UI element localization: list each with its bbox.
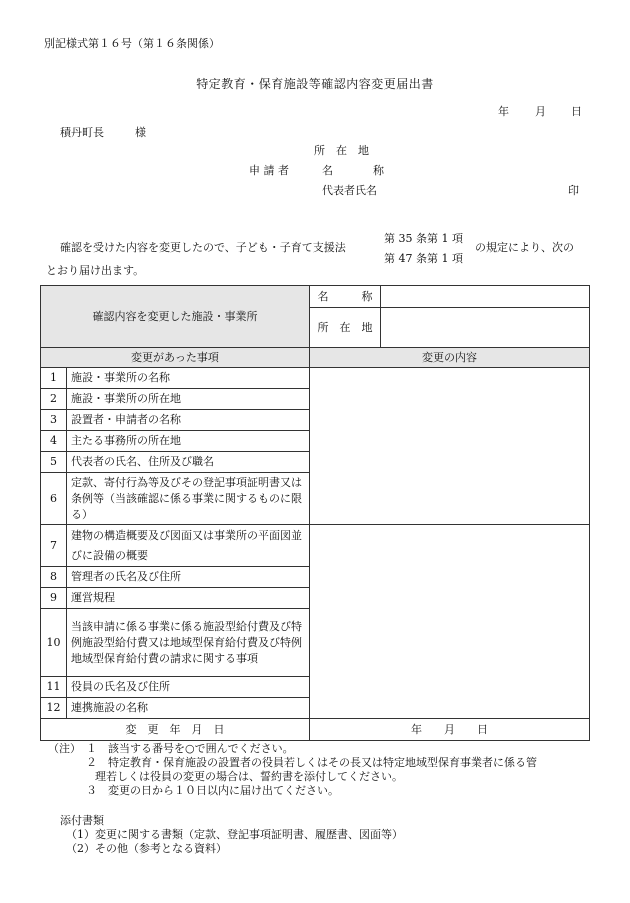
attachment-1: （1）変更に関する書類（定款、登記事項証明書、履歴書、図面等） (66, 828, 403, 841)
intro-text-3: とおり届け出ます。 (46, 264, 145, 277)
change-date-label: 変 更 年 月 日 (41, 719, 310, 741)
date-day-label: 日 (571, 105, 582, 118)
item-number: 6 (41, 473, 67, 525)
note-1: １ 該当する番号を○で囲んでください。 (86, 742, 294, 755)
attachment-2: （2）その他（参考となる資料） (66, 842, 227, 855)
item-label: 施設・事業所の所在地 (67, 389, 310, 410)
item-label: 当該申請に係る事業に係る施設型給付費及び特例施設型給付費又は地域型保育給付費及び特例地域型保育給付費の請求に関する事項 (67, 609, 310, 677)
item-number: 8 (41, 567, 67, 588)
notes-label: （注） (48, 742, 81, 755)
item-number: 4 (41, 431, 67, 452)
law-article-47: 第 47 条第 1 項 (384, 252, 463, 265)
addressee: 積丹町長 (60, 126, 104, 139)
item-label: 設置者・申請者の名称 (67, 410, 310, 431)
item-number: 3 (41, 410, 67, 431)
col-changed-header: 変更があった事項 (41, 348, 310, 368)
item-number: 10 (41, 609, 67, 677)
note-3: ３ 変更の日から１０日以内に届け出てください。 (86, 784, 339, 797)
facility-label: 確認内容を変更した施設・事業所 (41, 286, 310, 348)
change-table (40, 285, 590, 741)
item-label: 管理者の氏名及び住所 (67, 567, 310, 588)
item-number: 5 (41, 452, 67, 473)
item-label: 連携施設の名称 (67, 698, 310, 719)
change-content-field-2[interactable] (310, 525, 590, 719)
attachments-title: 添付書類 (60, 814, 104, 827)
applicant-label: 申 請 者 (249, 164, 289, 177)
date-year-label: 年 (498, 105, 509, 118)
item-label: 施設・事業所の名称 (67, 368, 310, 389)
seal-mark: 印 (568, 184, 579, 197)
date-month-label: 月 (535, 105, 546, 118)
applicant-name-label-2: 称 (373, 164, 384, 177)
item-label: 代表者の氏名、住所及び職名 (67, 452, 310, 473)
item-number: 1 (41, 368, 67, 389)
representative-label: 代表者氏名 (322, 184, 377, 197)
form-number: 別記様式第１６号（第１６条関係） (44, 37, 220, 50)
item-label: 主たる事務所の所在地 (67, 431, 310, 452)
applicant-address-label: 所 在 地 (314, 144, 369, 157)
applicant-name-label: 名 (322, 164, 333, 177)
item-label: 定款、寄付行為等及びその登記事項証明書又は条例等（当該確認に係る事業に関するものに限る） (67, 473, 310, 525)
facility-address-label: 所 在 地 (310, 308, 381, 348)
facility-name-label: 名 称 (310, 286, 381, 308)
note-2b: 理若しくは役員の変更の場合は、誓約書を添付してください。 (95, 770, 403, 783)
facility-address-field[interactable] (381, 308, 590, 348)
document-title: 特定教育・保育施設等確認内容変更届出書 (196, 77, 434, 91)
notes-section (48, 742, 608, 802)
change-date-field[interactable]: 年 月 日 (310, 719, 590, 741)
intro-text-1: 確認を受けた内容を変更したので、子ども・子育て支援法 (60, 241, 346, 254)
change-content-field-1[interactable] (310, 368, 590, 525)
item-number: 9 (41, 588, 67, 609)
item-number: 7 (41, 525, 67, 567)
item-number: 11 (41, 677, 67, 698)
addressee-honorific: 様 (135, 126, 146, 139)
col-content-header: 変更の内容 (310, 348, 590, 368)
note-2a: ２ 特定教育・保育施設の設置者の役員若しくはその長又は特定地域型保育事業者に係る管 (86, 756, 537, 769)
facility-name-field[interactable] (381, 286, 590, 308)
item-number: 2 (41, 389, 67, 410)
item-number: 12 (41, 698, 67, 719)
item-label: 建物の構造概要及び図面又は事業所の平面図並びに設備の概要 (67, 525, 310, 567)
item-label: 役員の氏名及び住所 (67, 677, 310, 698)
law-article-35: 第 35 条第 1 項 (384, 232, 463, 245)
item-label: 運営規程 (67, 588, 310, 609)
intro-text-2: の規定により、次の (475, 241, 574, 254)
